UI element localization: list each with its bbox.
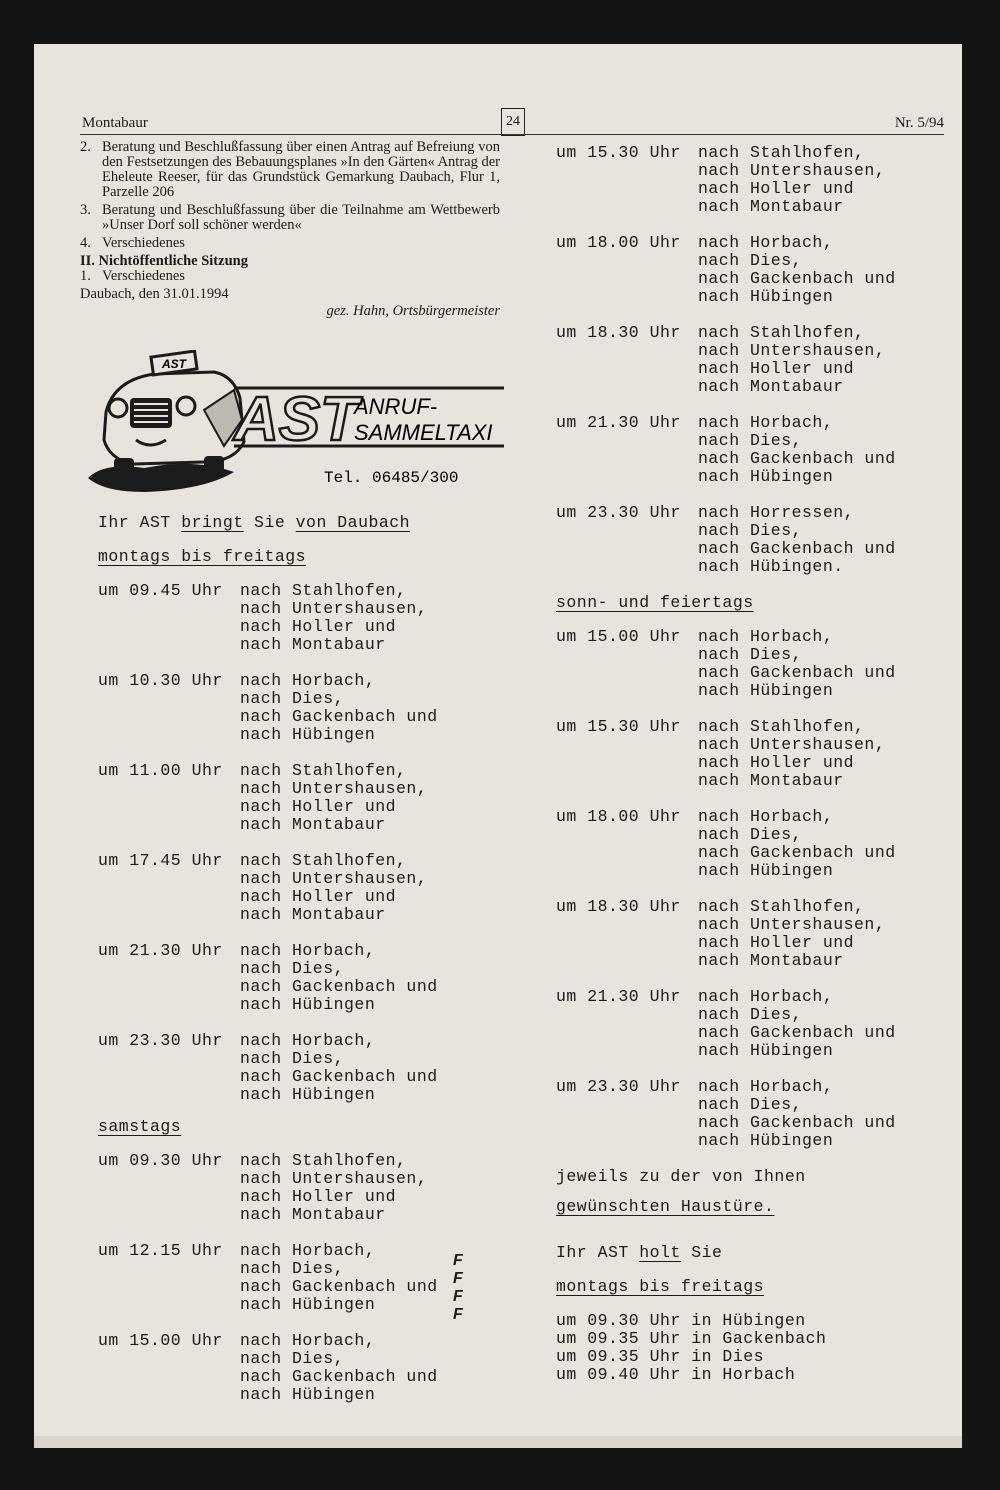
timetable-entry [556, 988, 896, 1060]
timetable-entry [98, 762, 438, 834]
logo-line2: SAMMELTAXI [354, 420, 493, 445]
departure-time: um 18.00 Uhr [556, 233, 681, 252]
departure-time: um 15.00 Uhr [556, 627, 681, 646]
door-line-1: jeweils zu der von Ihnen [556, 1167, 806, 1186]
left-timetable [98, 514, 438, 1422]
destination: nach Horbach, [240, 1241, 376, 1260]
destination: nach Stahlhofen, [698, 323, 865, 342]
signature: gez. Hahn, Ortsbürgermeister [326, 303, 500, 319]
destination: nach Horbach, [240, 1331, 376, 1350]
destination: nach Dies, [698, 431, 803, 450]
departure-time: um 15.30 Uhr [556, 717, 681, 736]
page-edge [34, 1436, 962, 1448]
destination: nach Gackenbach und [240, 707, 438, 726]
destination: nach Hübingen [240, 1085, 376, 1104]
destination: nach Montabaur [698, 377, 844, 396]
destination: nach Holler und [698, 933, 855, 952]
destination: nach Hübingen. [698, 557, 844, 576]
destination: nach Gackenbach und [698, 1023, 896, 1042]
destination: nach Untershausen, [698, 341, 886, 360]
destination: nach Montabaur [698, 951, 844, 970]
departure-time: um 10.30 Uhr [98, 671, 223, 690]
destination: nach Horbach, [698, 807, 834, 826]
page-number: 24 [501, 108, 525, 136]
timetable-entry [556, 808, 896, 880]
destination: nach Hübingen [698, 287, 834, 306]
destination: nach Untershausen, [698, 915, 886, 934]
destination: nach Stahlhofen, [240, 1151, 407, 1170]
agenda-item-text: Verschiedenes [102, 268, 185, 284]
logo-phone: Tel. 06485/300 [324, 469, 459, 487]
timetable-entry [556, 504, 896, 576]
destination: nach Gackenbach und [240, 1367, 438, 1386]
destination: nach Montabaur [698, 197, 844, 216]
destination: nach Dies, [698, 645, 803, 664]
destination: nach Holler und [240, 797, 397, 816]
destination: nach Horbach, [698, 233, 834, 252]
destination: nach Stahlhofen, [698, 143, 865, 162]
pickup-time: um 09.35 Uhr in Gackenbach [556, 1329, 827, 1348]
timetable-entry [556, 234, 896, 306]
departure-time: um 23.30 Uhr [556, 1077, 681, 1096]
agenda-item [80, 236, 500, 251]
sunday-label: sonn- und feiertags [556, 593, 754, 612]
margin-marks [453, 1252, 463, 1324]
saturday-label: samstags [98, 1117, 182, 1136]
destination: nach Hübingen [698, 681, 834, 700]
destination: nach Hübingen [240, 725, 376, 744]
departure-time: um 18.00 Uhr [556, 807, 681, 826]
destination: nach Horressen, [698, 503, 855, 522]
destination: nach Holler und [240, 617, 397, 636]
issue-number: Nr. 5/94 [894, 115, 944, 131]
destination: nach Horbach, [240, 671, 376, 690]
destination: nach Stahlhofen, [240, 761, 407, 780]
departure-time: um 18.30 Uhr [556, 897, 681, 916]
timetable-entry [98, 1332, 438, 1404]
handwritten-mark: F [453, 1270, 463, 1287]
pickup-time: um 09.35 Uhr in Dies [556, 1347, 765, 1366]
destination: nach Holler und [698, 753, 855, 772]
destination: nach Hübingen [698, 467, 834, 486]
agenda-item-number: 4. [80, 235, 91, 251]
pickup-time: um 09.40 Uhr in Horbach [556, 1365, 796, 1384]
destination: nach Gackenbach und [240, 1277, 438, 1296]
departure-time: um 15.00 Uhr [98, 1331, 223, 1350]
destination: nach Horbach, [698, 987, 834, 1006]
pickup-weekdays-label: montags bis freitags [556, 1277, 765, 1296]
destination: nach Dies, [698, 521, 803, 540]
destination: nach Stahlhofen, [240, 581, 407, 600]
destination: nach Untershausen, [698, 161, 886, 180]
timetable-entry [556, 1078, 896, 1150]
timetable-entry [98, 942, 438, 1014]
door-line-2: gewünschten Haustüre. [556, 1197, 775, 1216]
destination: nach Untershausen, [240, 779, 428, 798]
destination: nach Montabaur [698, 771, 844, 790]
weekdays-label: montags bis freitags [98, 547, 307, 566]
departure-time: um 12.15 Uhr [98, 1241, 223, 1260]
destination: nach Hübingen [698, 1131, 834, 1150]
timetable-entry [98, 1032, 438, 1104]
destination: nach Montabaur [240, 635, 386, 654]
intro-line: Ihr AST bringt Sie von Daubach [98, 513, 411, 532]
destination: nach Horbach, [698, 413, 834, 432]
destination: nach Untershausen, [698, 735, 886, 754]
destination: nach Stahlhofen, [240, 851, 407, 870]
agenda-item-number: 2. [80, 139, 91, 155]
departure-time: um 21.30 Uhr [98, 941, 223, 960]
destination: nach Gackenbach und [698, 1113, 896, 1132]
destination: nach Untershausen, [240, 599, 428, 618]
timetable-entry [556, 414, 896, 486]
destination: nach Dies, [240, 1259, 345, 1278]
departure-time: um 09.45 Uhr [98, 581, 223, 600]
right-timetable [556, 144, 896, 1384]
destination: nach Holler und [698, 359, 855, 378]
destination: nach Dies, [240, 959, 345, 978]
destination: nach Horbach, [698, 1077, 834, 1096]
timetable-entry [98, 1242, 438, 1314]
departure-time: um 21.30 Uhr [556, 413, 681, 432]
place-date: Daubach, den 31.01.1994 [80, 286, 229, 302]
destination: nach Untershausen, [240, 869, 428, 888]
destination: nach Hübingen [698, 861, 834, 880]
agenda-item [80, 269, 500, 284]
destination: nach Dies, [698, 825, 803, 844]
timetable-entry [556, 718, 896, 790]
destination: nach Holler und [698, 179, 855, 198]
destination: nach Dies, [240, 1049, 345, 1068]
destination: nach Untershausen, [240, 1169, 428, 1188]
destination: nach Dies, [698, 1005, 803, 1024]
destination: nach Dies, [240, 1349, 345, 1368]
section-title: II. Nichtöffentliche Sitzung [80, 253, 248, 269]
destination: nach Dies, [698, 1095, 803, 1114]
departure-time: um 11.00 Uhr [98, 761, 223, 780]
handwritten-mark: F [453, 1288, 463, 1305]
timetable-entry [556, 898, 896, 970]
destination: nach Hübingen [240, 1295, 376, 1314]
destination: nach Gackenbach und [698, 539, 896, 558]
agenda-item-text: Verschiedenes [102, 235, 185, 251]
timetable-entry [556, 628, 896, 700]
agenda-item-text: Beratung und Beschlußfassung über die Teilnahme am Wettbewerb »Unser Dorf soll schöner werden« [102, 202, 500, 233]
agenda-item-number: 3. [80, 202, 91, 218]
header-town: Montabaur [82, 115, 148, 131]
agenda-item [80, 140, 500, 200]
agenda-item-text: Beratung und Beschlußfassung über einen Antrag auf Befreiung von den Festsetzungen des Bebauungsplanes »In den Gärten« Antrag der Eheleute Reeser, für das Grundstück Gemarkung Daubach, Flur 1, Parzelle 206 [102, 139, 500, 200]
handwritten-mark: F [453, 1252, 463, 1269]
destination: nach Gackenbach und [698, 449, 896, 468]
timetable-entry [98, 1152, 438, 1224]
destination: nach Holler und [240, 887, 397, 906]
pickup-time: um 09.30 Uhr in Hübingen [556, 1311, 806, 1330]
ast-taxi-logo [84, 350, 504, 500]
departure-time: um 18.30 Uhr [556, 323, 681, 342]
destination: nach Horbach, [240, 1031, 376, 1050]
header-rule [80, 134, 944, 135]
agenda-section [80, 140, 500, 319]
destination: nach Gackenbach und [698, 269, 896, 288]
destination: nach Horbach, [240, 941, 376, 960]
destination: nach Montabaur [240, 815, 386, 834]
destination: nach Dies, [240, 689, 345, 708]
destination: nach Gackenbach und [698, 663, 896, 682]
departure-time: um 15.30 Uhr [556, 143, 681, 162]
destination: nach Holler und [240, 1187, 397, 1206]
timetable-entry [556, 144, 896, 216]
destination: nach Montabaur [240, 905, 386, 924]
destination: nach Stahlhofen, [698, 897, 865, 916]
timetable-entry [98, 852, 438, 924]
pickup-intro: Ihr AST holt Sie [556, 1243, 723, 1262]
departure-time: um 23.30 Uhr [98, 1031, 223, 1050]
destination: nach Hübingen [240, 995, 376, 1014]
logo-ast-lettering: AST [234, 385, 358, 454]
timetable-entry [556, 324, 896, 396]
destination: nach Hübingen [240, 1385, 376, 1404]
agenda-item [80, 203, 500, 233]
destination: nach Gackenbach und [698, 843, 896, 862]
destination: nach Hübingen [698, 1041, 834, 1060]
destination: nach Gackenbach und [240, 1067, 438, 1086]
destination: nach Gackenbach und [240, 977, 438, 996]
handwritten-mark: F [453, 1306, 463, 1323]
departure-time: um 23.30 Uhr [556, 503, 681, 522]
departure-time: um 17.45 Uhr [98, 851, 223, 870]
departure-time: um 21.30 Uhr [556, 987, 681, 1006]
timetable-entry [98, 582, 438, 654]
agenda-item-number: 1. [80, 268, 91, 284]
destination: nach Dies, [698, 251, 803, 270]
destination: nach Montabaur [240, 1205, 386, 1224]
logo-badge-text: AST [162, 357, 186, 371]
departure-time: um 09.30 Uhr [98, 1151, 223, 1170]
destination: nach Stahlhofen, [698, 717, 865, 736]
timetable-entry [98, 672, 438, 744]
logo-line1: ANRUF- [354, 394, 438, 419]
destination: nach Horbach, [698, 627, 834, 646]
